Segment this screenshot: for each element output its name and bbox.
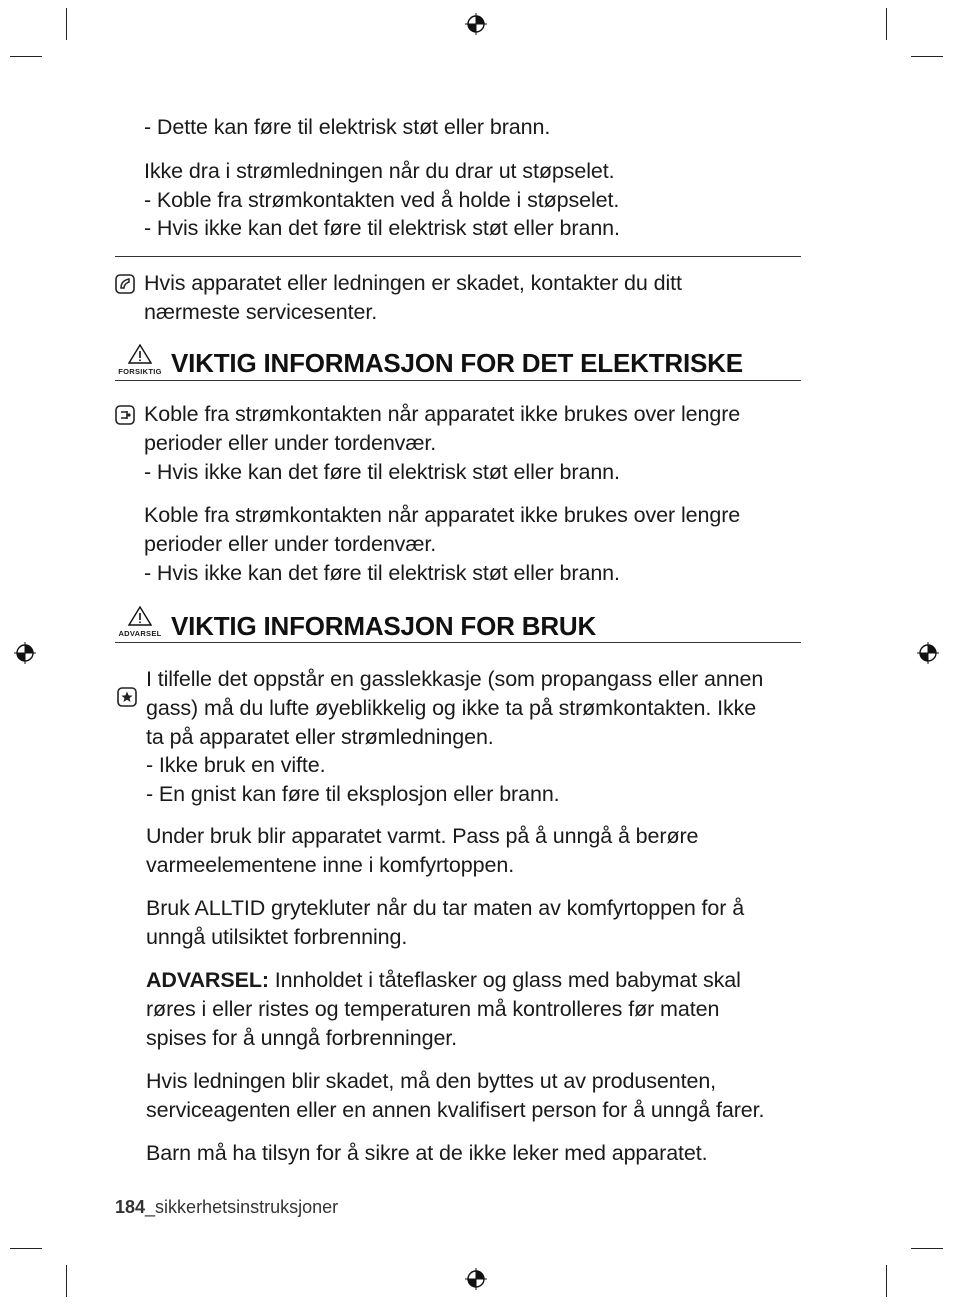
- crop-mark-icon: [66, 1265, 67, 1297]
- crop-mark-icon: [886, 8, 887, 40]
- text-line: - Hvis ikke kan det føre til elektrisk støt eller brann.: [144, 216, 620, 240]
- crop-mark-icon: [66, 8, 67, 40]
- caution-label: [114, 344, 166, 376]
- section-heading-usage: VIKTIG INFORMASJON FOR BRUK: [171, 611, 597, 641]
- text-line: ta på apparatet eller strømledningen.: [146, 725, 494, 749]
- divider: [115, 642, 801, 643]
- text-line: Hvis apparatet eller ledningen er skadet, kontakter du ditt: [144, 271, 682, 295]
- caution-label-text: FORSIKTIG: [118, 367, 162, 376]
- text-line: Hvis ledningen blir skadet, må den byttes ut av produsenten,: [146, 1069, 717, 1093]
- registration-mark-icon: [465, 1268, 487, 1290]
- registration-mark-icon: [465, 13, 487, 35]
- section-heading-electrical: VIKTIG INFORMASJON FOR DET ELEKTRISKE: [171, 348, 743, 378]
- text-line: - Dette kan føre til elektrisk støt eller brann.: [144, 115, 551, 139]
- text-line: - Hvis ikke kan det føre til elektrisk støt eller brann.: [144, 561, 620, 585]
- crop-mark-icon: [911, 56, 943, 57]
- text-line: I tilfelle det oppstår en gasslekkasje (som propangass eller annen: [146, 667, 764, 691]
- text-line: nærmeste servicesenter.: [144, 300, 378, 324]
- crop-mark-icon: [10, 56, 42, 57]
- star-icon: [117, 687, 137, 707]
- warning-label-text: ADVARSEL: [118, 629, 162, 638]
- text-line: Bruk ALLTID grytekluter når du tar maten av komfyrtoppen for å: [146, 896, 745, 920]
- warning-triangle-icon: [128, 606, 152, 626]
- page-footer: [115, 1197, 338, 1218]
- text-line: [146, 966, 741, 995]
- advarsel-label: ADVARSEL:: [146, 968, 269, 992]
- text-line: Koble fra strømkontakten når apparatet ikke brukes over lengre: [144, 402, 741, 426]
- section-name: _sikkerhetsinstruksjoner: [145, 1197, 339, 1217]
- text-line: Under bruk blir apparatet varmt. Pass på å unngå å berøre: [146, 824, 699, 848]
- divider: [115, 256, 801, 257]
- registration-mark-icon: [14, 642, 36, 664]
- text-line: røres i eller ristes og temperaturen må kontrolleres før maten: [146, 997, 720, 1021]
- text-line: varmeelementene inne i komfyrtoppen.: [146, 853, 515, 877]
- text-line: spises for å unngå forbrenninger.: [146, 1026, 458, 1050]
- divider: [115, 380, 801, 381]
- text-line: perioder eller under tordenvær.: [144, 431, 437, 455]
- crop-mark-icon: [886, 1265, 887, 1297]
- text-line: Koble fra strømkontakten når apparatet ikke brukes over lengre: [144, 503, 741, 527]
- phone-service-icon: [115, 274, 135, 294]
- text-line: Ikke dra i strømledningen når du drar ut støpselet.: [144, 159, 615, 183]
- text-line: - Ikke bruk en vifte.: [146, 753, 326, 777]
- text-line-rest: Innholdet i tåteflasker og glass med babymat skal: [268, 968, 741, 992]
- warning-triangle-icon: [128, 344, 152, 364]
- page-number: 184: [115, 1197, 146, 1217]
- crop-mark-icon: [10, 1248, 42, 1249]
- text-line: Barn må ha tilsyn for å sikre at de ikke leker med apparatet.: [146, 1141, 708, 1165]
- text-line: - En gnist kan føre til eksplosjon eller brann.: [146, 782, 560, 806]
- text-line: - Hvis ikke kan det føre til elektrisk støt eller brann.: [144, 460, 620, 484]
- text-line: gass) må du lufte øyeblikkelig og ikke ta på strømkontakten. Ikke: [146, 696, 757, 720]
- unplug-icon: [115, 405, 135, 425]
- text-line: serviceagenten eller en annen kvalifisert person for å unngå farer.: [146, 1098, 765, 1122]
- registration-mark-icon: [917, 642, 939, 664]
- crop-mark-icon: [911, 1248, 943, 1249]
- text-line: - Koble fra strømkontakten ved å holde i støpselet.: [144, 188, 620, 212]
- text-line: unngå utilsiktet forbrenning.: [146, 925, 408, 949]
- text-line: perioder eller under tordenvær.: [144, 532, 437, 556]
- warning-label: [114, 606, 166, 638]
